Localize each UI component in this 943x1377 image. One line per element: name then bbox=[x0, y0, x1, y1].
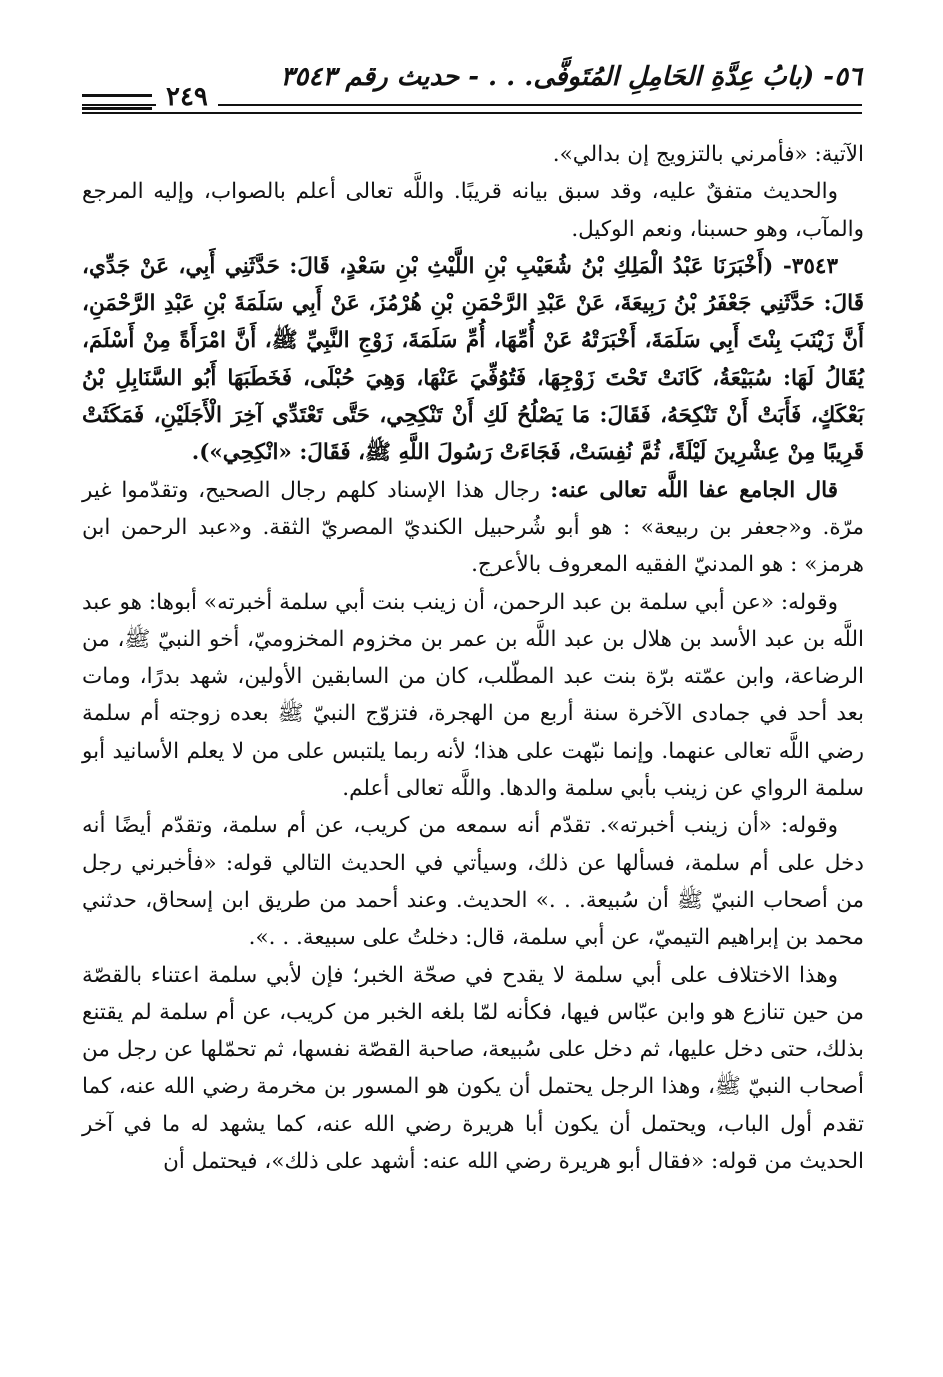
page-header bbox=[82, 62, 862, 124]
paragraph: وهذا الاختلاف على أبي سلمة لا يقدح في صحّة الخبر؛ فإن لأبي سلمة اعتناء بالقصّة من حين تنازع هو وابن عبّاس فيها، فكأنه لمّا بلغه الخبر من كريب، عن أم سلمة لم يقتنع بذلك، حتى دخل عليها، ثم دخل على سُبيعة، صاحبة القصّة نفسها، ثم تحمّلها عن رجل من أصحاب النبيّ ﷺ، وهذا الرجل يحتمل أن يكون هو المسور بن مخرمة رضي الله عنه، كما تقدم أول الباب، ويحتمل أن يكون أبا هريرة رضي الله عنه، كما يشهد له ما في آخر الحديث من قوله: «فقال أبو هريرة رضي الله عنه: أشهد على ذلك»، فيحتمل أن bbox=[82, 962, 864, 1175]
paragraph-body: رجال هذا الإسناد كلهم رجال الصحيح، وتقدّموا غير مرّة. و«جعفر بن ربيعة» : هو أبو شُرحبيل الكنديّ المصريّ الثقة. و«عبد الرحمن ابن هرمز» : هو المدنيّ الفقيه المعروف بالأعرج. bbox=[82, 477, 864, 578]
page-number: ٢٤٩ bbox=[156, 82, 218, 112]
paragraph: الآتية: «فأمرني بالتزويج إن بدالي». bbox=[552, 142, 864, 167]
hadith-text: ٣٥٤٣- (أَخْبَرَنَا عَبْدُ الْمَلِكِ بْنُ شُعَيْبِ بْنِ اللَّيْثِ بْنِ سَعْدٍ، قَالَ: حَدَّثَنِي أَبِي، عَنْ جَدِّي، قَالَ: حَدَّثَنِي جَعْفَرُ بْنُ رَبِيعَةَ، عَنْ عَبْدِ الرَّحْمَنِ بْنِ هُرْمُزَ، عَنْ أَبِي سَلَمَةَ بْنِ عَبْدِ الرَّحْمَنِ، أَنَّ زَيْنَبَ بِنْتَ أَبِي سَلَمَةَ، أَخْبَرَتْهُ عَنْ أُمِّهَا، أُمِّ سَلَمَةَ، زَوْجِ النَّبِيِّ ﷺ، أَنَّ امْرَأَةً مِنْ أَسْلَمَ، يُقَالُ لَهَا: سُبَيْعَةُ، كَانَتْ تَحْتَ زَوْجِهَا، فَتُوُفِّيَ عَنْهَا، وَهِيَ حُبْلَى، فَخَطَبَهَا أَبُو السَّنَابِلِ بْنُ بَعْكَكٍ، فَأَبَتْ أَنْ تَنْكِحَهُ، فَقَالَ: مَا يَصْلُحُ لَكِ أَنْ تَنْكِحِي، حَتَّى تَعْتَدِّي آخِرَ الْأَجَلَيْنِ، فَمَكَثَتْ قَرِيبًا مِنْ عِشْرِينَ لَيْلَةً، ثُمَّ نُفِسَتْ، فَجَاءَتْ رَسُولَ اللَّهِ ﷺ، فَقَالَ: «انْكِحِي»). bbox=[82, 253, 864, 466]
paragraph: والحديث متفقٌ عليه، وقد سبق بيانه قريبًا. واللَّه تعالى أعلم بالصواب، وإليه المرجع والمآب، وهو حسبنا، ونعم الوكيل. bbox=[82, 179, 864, 242]
page-body bbox=[82, 136, 864, 1180]
paragraph bbox=[82, 472, 864, 584]
header-double-rule bbox=[82, 94, 152, 110]
running-title: ٥٦- (بابُ عِدَّةِ الحَامِلِ المُتَوفَّى. . . - حديث رقم ٣٥٤٣ bbox=[280, 62, 862, 92]
paragraph: وقوله: «عن أبي سلمة بن عبد الرحمن، أن زينب بنت أبي سلمة أخبرته» أبوها: هو عبد اللَّه بن عبد الأسد بن هلال بن عبد اللَّه بن عمر بن مخزوم المخزوميّ، أخو النبيّ ﷺ، من الرضاعة، وابن عمّته برّة بنت عبد المطّلب، كان من السابقين الأولين، شهد بدرًا، ومات بعد أحد في جمادى الآخرة سنة أربع من الهجرة، فتزوّج النبيّ ﷺ بعده زوجته أم سلمة رضي اللَّه تعالى عنهما. وإنما نبّهت على هذا؛ لأنه ربما يلتبس على من لا يعلم الأسانيد أبو سلمة الرواي عن زينب بأبي سلمة والدها. واللَّه تعالى أعلم. bbox=[82, 589, 864, 802]
paragraph-lead: قال الجامع عفا اللَّه تعالى عنه: bbox=[539, 477, 838, 503]
paragraph: وقوله: «أن زينب أخبرته». تقدّم أنه سمعه من كريب، عن أم سلمة، وتقدّم أيضًا أنه دخل على أم سلمة، فسألها عن ذلك، وسيأتي في الحديث التالي قوله: «فأخبرني رجل من أصحاب النبيّ ﷺ أن سُبيعة. . .» الحديث. وعند أحمد من طريق ابن إسحاق، حدثني محمد بن إبراهيم التيميّ، عن أبي سلمة، قال: دخلتُ على سبيعة. . .». bbox=[82, 813, 864, 951]
